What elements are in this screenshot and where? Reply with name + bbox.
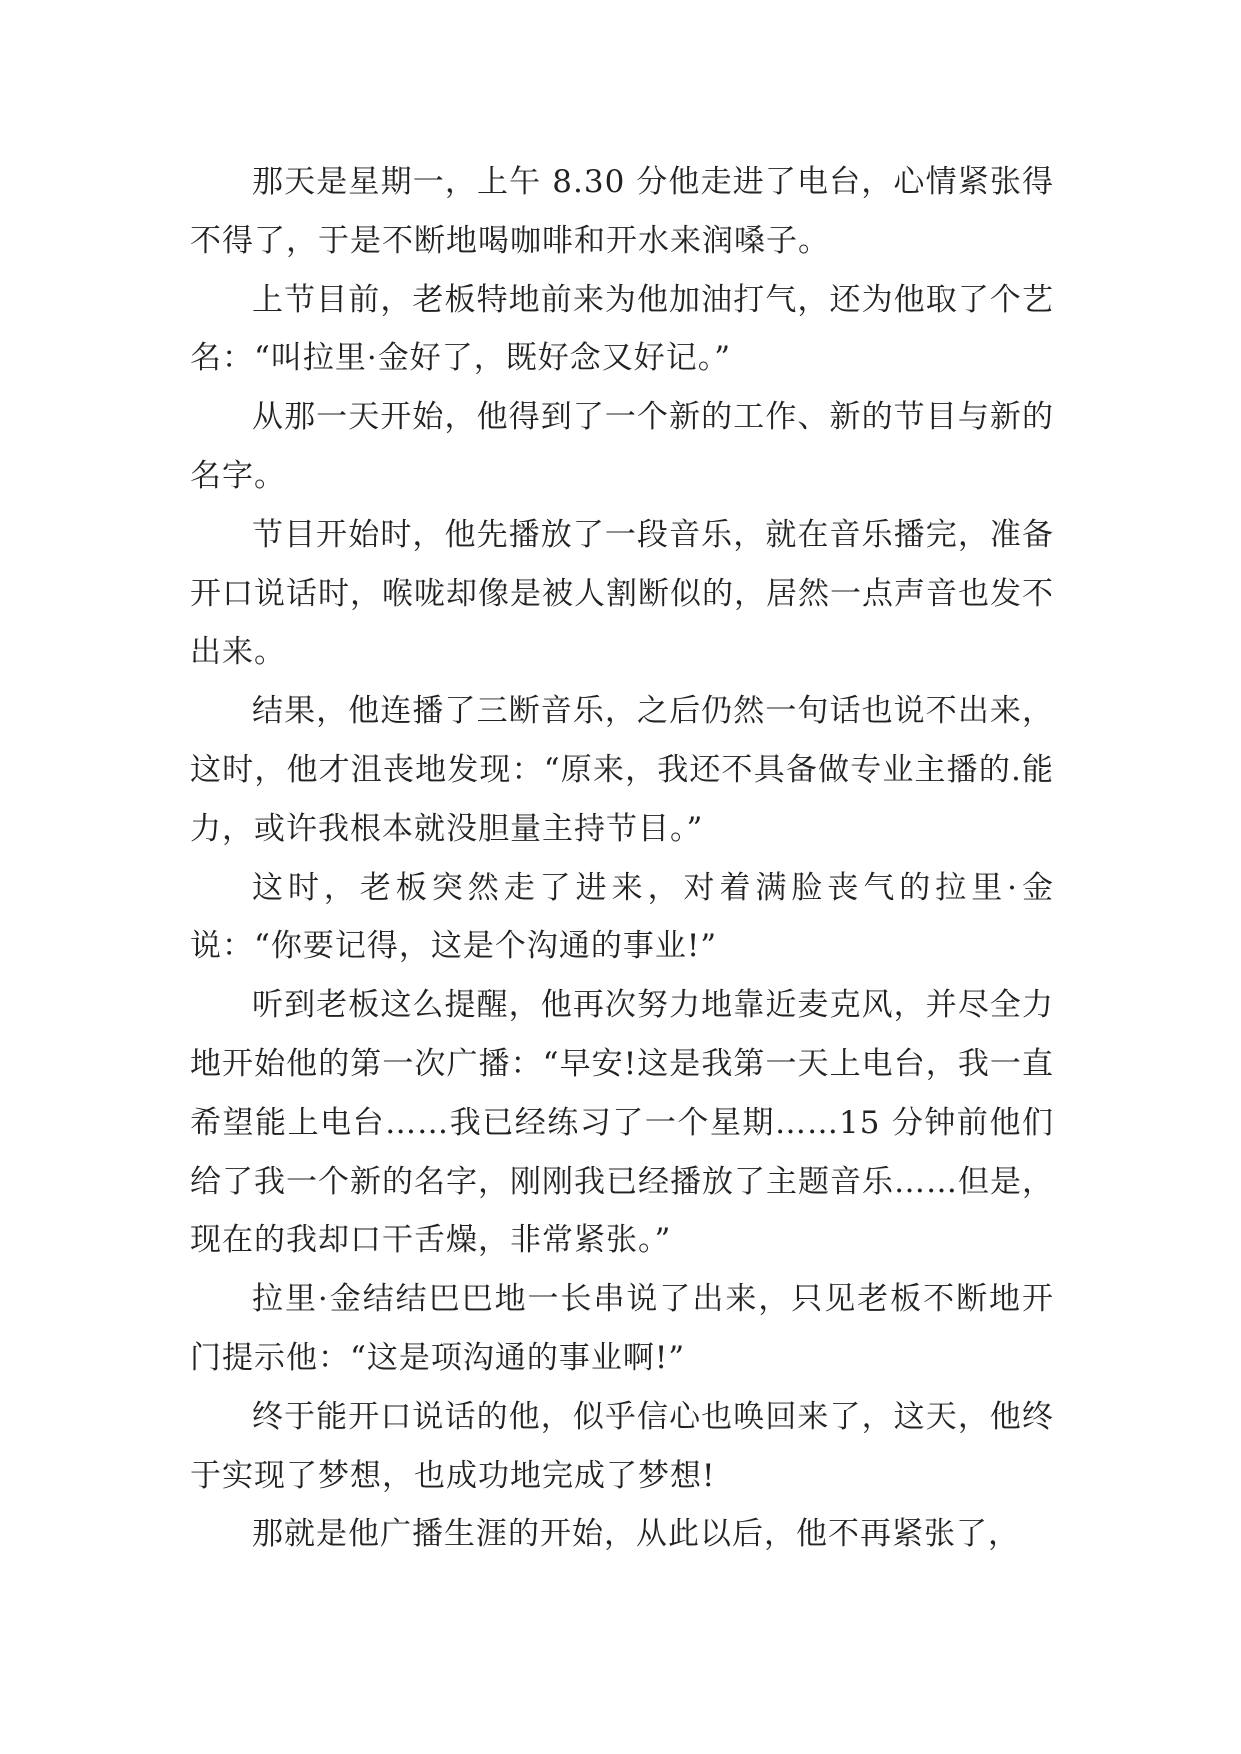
paragraph: 那就是他广播生涯的开始，从此以后，他不再紧张了， [252, 1516, 1020, 1553]
paragraph: 节目开始时，他先播放了一段音乐，就在音乐播完，准备开口说话时，喉咙却像是被人割断似的，居然一点声音也发不出来。 [190, 516, 1054, 671]
paragraph: 从那一天开始，他得到了一个新的工作、新的节目与新的名字。 [190, 399, 1054, 494]
paragraph: 上节目前，老板特地前来为他加油打气，还为他取了个艺名：“叫拉里·金好了，既好念又好记。” [190, 281, 1054, 377]
paragraph: 结果，他连播了三断音乐，之后仍然一句话也说不出来，这时，他才沮丧地发现：“原来，我还不具备做专业主播的.能力，或许我根本就没胆量主持节目。” [190, 693, 1054, 847]
paragraph: 拉里·金结结巴巴地一长串说了出来，只见老板不断地开门提示他：“这是项沟通的事业啊!” [190, 1281, 1054, 1376]
paragraph: 听到老板这么提醒，他再次努力地靠近麦克风，并尽全力地开始他的第一次广播：“早安!这是我第一天上电台，我一直希望能上电台……我已经练习了一个星期……15 分钟前他们给了我一个新的名字，刚刚我已经播放了主题音乐……但是，现在的我却口干舌燥，非常紧张。” [190, 987, 1054, 1259]
paragraph: 终于能开口说话的他，似乎信心也唤回来了，这天，他终于实现了梦想，也成功地完成了梦想! [190, 1398, 1054, 1494]
paragraph: 那天是星期一，上午 8.30 分他走进了电台，心情紧张得不得了，于是不断地喝咖啡和开水来润嗓子。 [190, 164, 1054, 259]
paragraph: 这时，老板突然走了进来，对着满脸丧气的拉里·金说：“你要记得，这是个沟通的事业!” [190, 869, 1054, 965]
body-text [190, 153, 1054, 1564]
